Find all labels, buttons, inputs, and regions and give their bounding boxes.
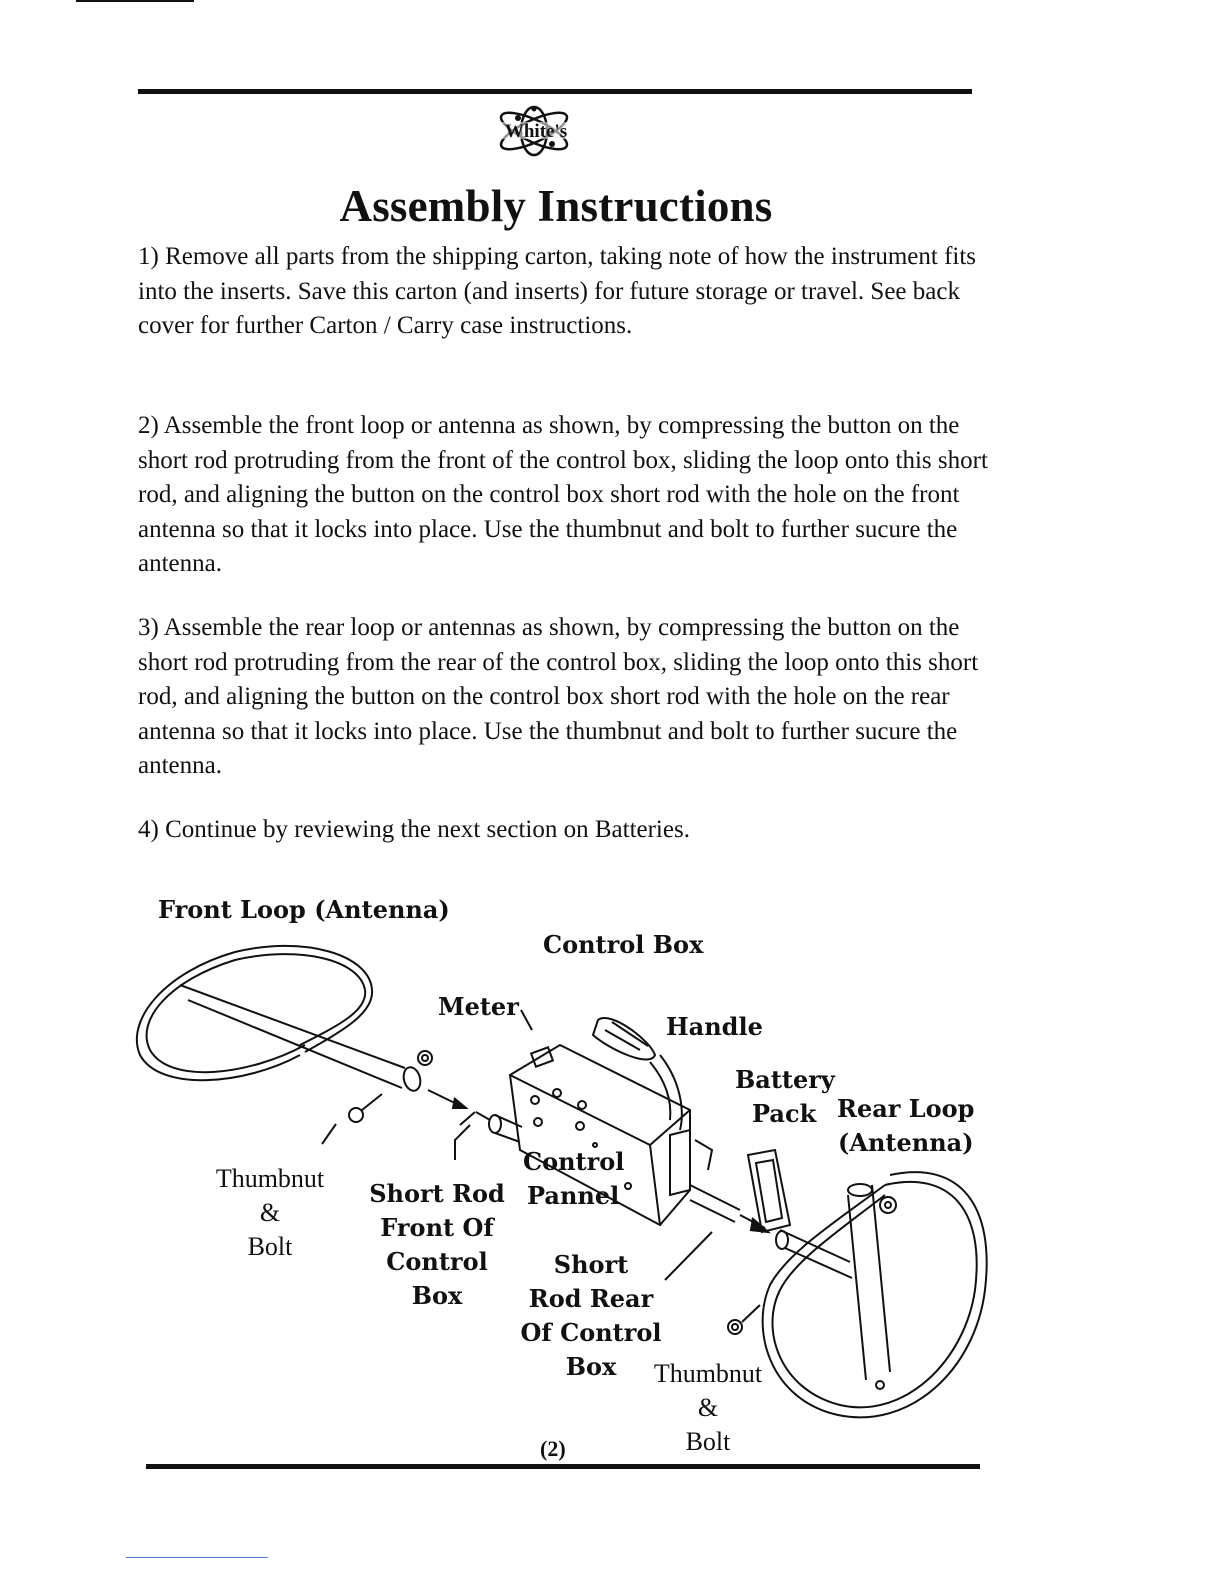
label-handle: Handle [666,1012,763,1041]
step-number: 3) [138,614,159,641]
step-text: Assemble the rear loop or antennas as shown, by compressing the button on the short rod protruding from the rear of the control box, sliding the loop onto this short rod, and aligning the button on the control box short rod with the hole on the rear antenna so that it locks into place. Use the thumbnut and bolt to further sucure the antenna. [138,614,979,779]
label-line: Bolt [247,1232,293,1261]
label-line: Control [386,1247,488,1276]
label-line: Box [411,1281,463,1310]
step-number: 2) [138,412,159,439]
label-thumbnut-left [205,1162,335,1264]
label-rear-loop: Rear Loop [837,1094,975,1123]
step-text: Remove all parts from the shipping carton, taking note of how the instrument fits into the inserts. Save this carton (and inserts) for future storage or travel. See back cover for further Carton / Carry case instructions. [138,243,977,339]
label-front-loop: Front Loop (Antenna) [158,895,450,924]
rear-thumbnut [728,1305,760,1334]
label-line: Thumbnut [215,1164,325,1193]
label-line: & [697,1393,719,1422]
step-number: 1) [138,243,159,270]
label-line: Short Rod [369,1179,505,1208]
logo-text: White's [504,121,568,142]
front-thumbnut [322,1051,432,1144]
short-rod-rear [665,1185,768,1280]
label-line: Of Control [520,1318,662,1347]
step-number: 4) [138,816,159,843]
meter-leader [521,1010,532,1030]
label-pannel: Pannel [527,1181,620,1210]
label-line: Front Of [380,1213,494,1242]
label-pack: Pack [752,1099,817,1128]
label-rear-antenna: (Antenna) [838,1128,974,1157]
label-meter: Meter [438,992,519,1021]
front-loop-antenna [137,946,423,1093]
step-text: Continue by reviewing the next section on Batteries. [165,816,690,843]
label-short-rod-front [362,1177,512,1313]
label-control-box: Control Box [543,930,704,959]
page-title: Assembly Instructions [339,181,773,231]
label-line: Box [565,1352,617,1381]
rear-loop-antenna [763,1172,987,1417]
page-number: (2) [540,1436,566,1461]
label-line: Thumbnut [653,1359,763,1388]
label-thumbnut-right [643,1357,773,1459]
label-line: & [259,1198,281,1227]
label-line: Rod Rear [528,1284,654,1313]
label-battery: Battery [735,1065,835,1094]
label-line: Short [553,1250,629,1279]
label-control: Control [523,1147,625,1176]
label-line: Bolt [685,1427,731,1456]
step-text: Assemble the front loop or antenna as shown, by compressing the button on the short rod protruding from the front of the control box, sliding the loop onto this short rod, and aligning the button on the control box short rod with the hole on the front antenna so that it locks into place. Use the thumbnut and bolt to further sucure the antenna. [138,412,988,577]
